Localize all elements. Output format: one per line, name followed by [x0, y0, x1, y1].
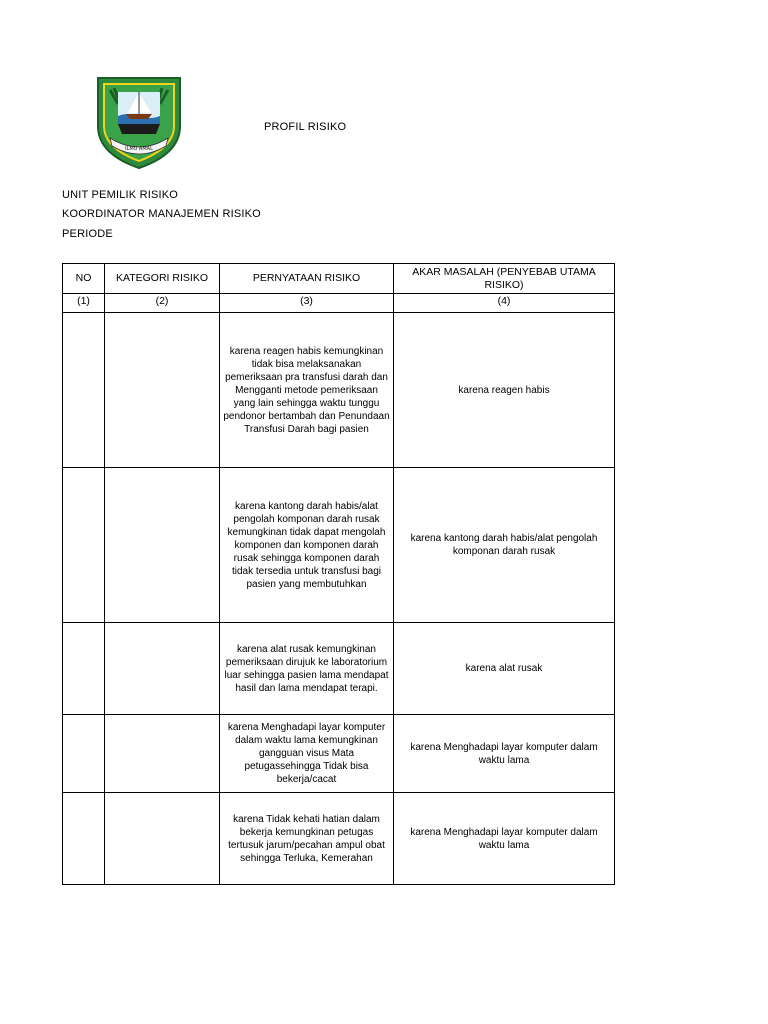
- document-title: PROFIL RISIKO: [264, 121, 347, 133]
- table-row: [63, 715, 615, 793]
- cell-no: [63, 793, 105, 885]
- cell-akar-masalah: karena alat rusak: [394, 623, 615, 715]
- cell-kategori: [105, 715, 220, 793]
- cell-akar-masalah: karena kantong darah habis/alat pengolah komponan darah rusak: [394, 468, 615, 623]
- table-row: [63, 623, 615, 715]
- cell-pernyataan: karena reagen habis kemungkinan tidak bisa melaksanakan pemeriksaan pra transfusi darah dan Mengganti metode pemeriksaan yang lain sehingga waktu tunggu pendonor bertambah dan Penundaan Transfusi Darah bagi pasien: [220, 313, 394, 468]
- cell-no: [63, 715, 105, 793]
- cell-pernyataan: karena kantong darah habis/alat pengolah komponan darah rusak kemungkinan tidak dapat mengolah komponen dan komponen darah rusak sehingga komponen darah tidak tersedia untuk transfusi bagi pasien yang membutuhkan: [220, 468, 394, 623]
- header-akar-masalah: AKAR MASALAH (PENYEBAB UTAMA RISIKO): [394, 264, 615, 294]
- cell-akar-masalah: karena Menghadapi layar komputer dalam waktu lama: [394, 715, 615, 793]
- cell-pernyataan: karena alat rusak kemungkinan pemeriksaan dirujuk ke laboratorium luar sehingga pasien lama mendapat hasil dan lama mendapat terapi.: [220, 623, 394, 715]
- header-pernyataan-risiko: PERNYATAAN RISIKO: [220, 264, 394, 294]
- header-no: NO: [63, 264, 105, 294]
- table-row: [63, 793, 615, 885]
- risk-profile-table: [62, 263, 615, 885]
- table-row: [63, 468, 615, 623]
- cell-akar-masalah: karena Menghadapi layar komputer dalam waktu lama: [394, 793, 615, 885]
- cell-akar-masalah: karena reagen habis: [394, 313, 615, 468]
- meta-koordinator: KOORDINATOR MANAJEMEN RISIKO: [62, 208, 261, 220]
- table-header-row: [63, 264, 615, 294]
- column-number: (2): [105, 294, 220, 313]
- cell-kategori: [105, 468, 220, 623]
- column-number: (3): [220, 294, 394, 313]
- meta-periode: PERIODE: [62, 228, 113, 240]
- cell-pernyataan: karena Menghadapi layar komputer dalam waktu lama kemungkinan gangguan visus Mata petugassehingga Tidak bisa bekerja/cacat: [220, 715, 394, 793]
- header-kategori-risiko: KATEGORI RISIKO: [105, 264, 220, 294]
- cell-kategori: [105, 313, 220, 468]
- meta-unit-pemilik-risiko: UNIT PEMILIK RISIKO: [62, 189, 179, 201]
- column-number: (1): [63, 294, 105, 313]
- cell-no: [63, 623, 105, 715]
- cell-pernyataan: karena Tidak kehati hatian dalam bekerja kemungkinan petugas tertusuk jarum/pecahan ampul obat sehingga Terluka, Kemerahan: [220, 793, 394, 885]
- table-row: [63, 313, 615, 468]
- coat-of-arms-logo: [96, 76, 182, 170]
- svg-text:ILMU AMAL: ILMU AMAL: [125, 146, 153, 152]
- column-number-row: [63, 294, 615, 313]
- cell-no: [63, 313, 105, 468]
- column-number: (4): [394, 294, 615, 313]
- cell-kategori: [105, 793, 220, 885]
- cell-kategori: [105, 623, 220, 715]
- cell-no: [63, 468, 105, 623]
